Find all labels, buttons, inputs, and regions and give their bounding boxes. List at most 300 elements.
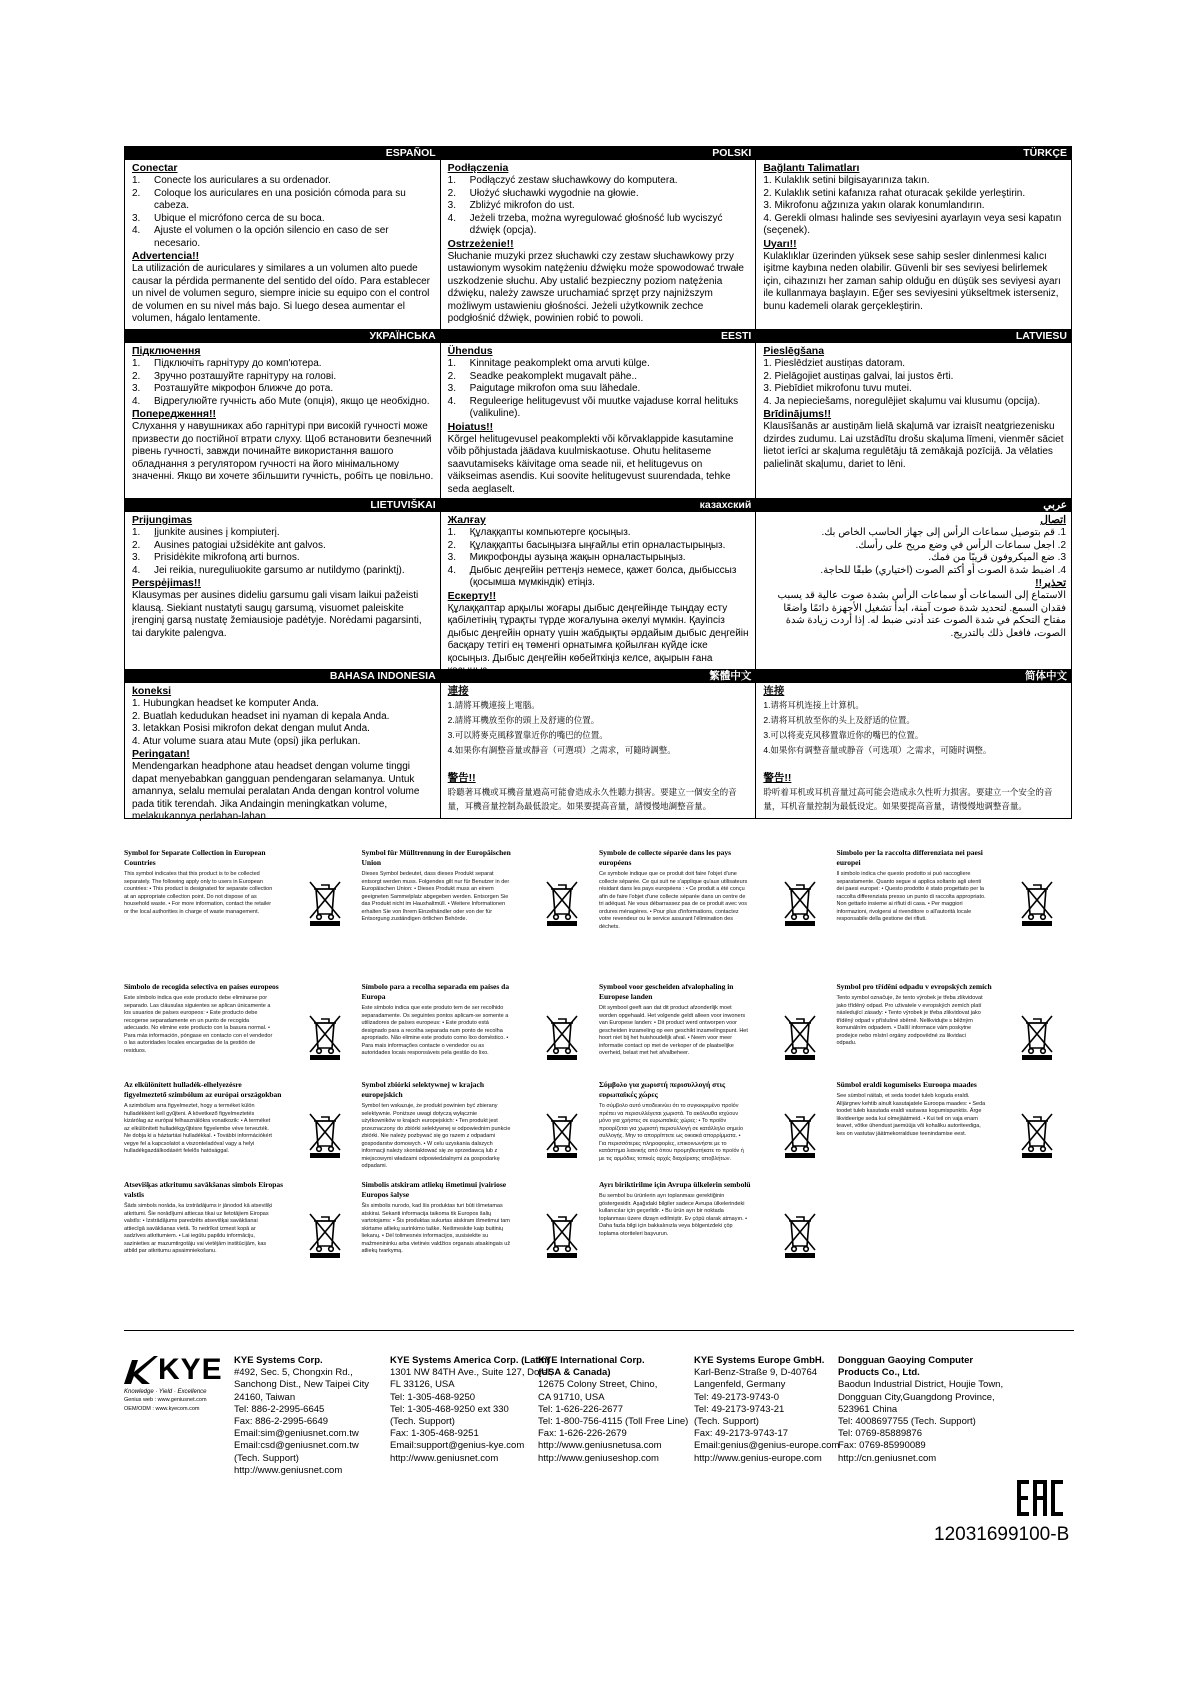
company-line: http://www.geniuseshop.com [538,1452,659,1464]
step-number: 3. [132,552,141,563]
connect-steps [763,358,1066,408]
section-zh_tw [440,670,756,818]
language-label: УКРАЇНСЬКА [125,330,440,343]
weee-block [599,1080,837,1180]
connect-steps [132,175,435,250]
weee-text: Symbol ten wskazuje, że produkt powinien być zbierany selektywnie. Poniższe uwagi dotyczą wyłącznie użytkowników w krajach europejskich: • Ten produkt jest przeznaczony do zbiórki selektywnej w odpowiednim punkcie zbiórki. Nie należy pozbywać się go razem z odpadami gospodarstw domowych. • W celu uzyskania dalszych informacji należy skontaktować się ze sprzedawcą lub z miejscowymi władzami odpowiedzialnymi za gospodarkę odpadami. [361,1103,511,1169]
step-text: 2. اجعل سماعات الرأس في وضع مريح على رأسك. [855,539,1067,551]
step-text: 1.请将耳机连接上计算机。 [763,700,864,710]
company-line: Fax: 886-2-2995-6649 [234,1416,329,1428]
step-item [763,175,1066,188]
weee-block [599,848,837,982]
crossed-bin-icon [783,1014,817,1060]
step-item [448,200,751,213]
crossed-bin-icon [545,1212,579,1258]
section-lv [755,330,1071,498]
step-number: 3. [132,212,141,224]
logo-tagline: Knowledge · Yield · Excellence [124,1389,207,1395]
connect-heading: 连接 [763,685,785,697]
step-item [448,743,751,758]
company-block [390,1355,552,1465]
step-text: Paigutage mikrofon oma suu lähedale. [469,383,641,394]
footer [124,1353,1074,1476]
step-item [132,736,435,749]
step-item [763,213,1066,238]
weee-title: Simbolis atskiram atliekų išmetimui įvairiose Europos šalyse [361,1180,507,1199]
language-label: TÜRKÇE [756,147,1071,160]
weee-block [362,848,600,982]
step-number: 2. [447,370,457,382]
step-text: 3.可以將麥克風移置靠近你的嘴巴的位置。 [447,730,608,740]
language-label: 繁體中文 [441,670,756,683]
step-item [763,713,1066,728]
language-label: عربي [756,499,1071,512]
connect-heading: Ühendus [447,345,493,357]
weee-title: Symbool voor gescheiden afvalophaling in Europese landen [599,982,734,1001]
weee-block [362,1080,600,1180]
weee-text: Dieses Symbol bedeutet, dass dieses Produkt separat entsorgt werden muss. Folgendes gilt nur für Benutzer in der Europäischen Union: • Dieses Produkt muss an einem geeigneten Sammelplatz abgegeben werden. Entsorgen Sie das Produkt nicht im Haushaltmüll. • Weitere Informationen erhalten Sie von Ihrem Einzelhändler oder von der für Entsorgung zuständigen örtlichen Behörde. [361,871,510,922]
company-block [538,1355,688,1465]
step-text: Підключіть гарнітуру до комп'ютера. [154,358,322,369]
warning-heading: Advertencia!! [132,250,200,262]
crossed-bin-icon [783,880,817,926]
step-item [132,552,435,565]
weee-title: Symbol für Mülltrennung in der Europäischen Union [361,848,511,867]
step-number: 3. [447,552,457,563]
company-line: Tel: 0769-85889876 [838,1428,922,1440]
step-number: 1. [132,358,141,369]
company-line: (Tech. Support) [694,1416,759,1428]
section-et [440,330,756,498]
weee-block [124,848,362,982]
section-zh_cn [755,670,1071,818]
step-number: 1. [447,527,457,538]
language-label: BAHASA INDONESIA [125,670,440,683]
step-text: Құлаққапты басыңызға ыңғайлы етіп орналастырыңыз. [469,539,726,551]
warning-heading: Ostrzeżenie!! [447,237,514,250]
step-item [448,713,751,728]
company-line: (Tech. Support) [234,1452,299,1464]
company-line: http://www.geniusnetusa.com [538,1440,662,1452]
step-item [763,743,1066,758]
company-line: Tel: 49-2173-9743-21 [694,1403,785,1415]
step-text: 1. Kulaklık setini bilgisayarınıza takın. [763,175,930,186]
warning-text: Klausīšanās ar austiņām lielā skaļumā var izraisīt neatgriezenisku dzirdes zudumu. Lai uzstādītu drošu skaļuma līmeni, vienmēr sāciet lietot ierīci ar skaļuma regulētāju tā zemākajā pozīcijā. Ja vēlaties palielināt skaļumu, dariet to lēni. [763,421,1064,470]
company-line: Fax: 1-305-468-9251 [390,1428,479,1440]
step-text: 4.如果你有調整音量或靜音（可選項）之需求，可隨時調整。 [447,745,676,755]
weee-title: Symbol zbiórki selektywnej w krajach europejskich [361,1080,484,1099]
weee-title: Symbol for Separate Collection in European Countries [124,848,266,867]
step-text: Jei reikia, nureguliuokite garsumo ar nutildymo (parinktį). [154,564,405,576]
step-number: 1. [132,175,141,186]
weee-text: Este símbolo indica que este producto debe eliminarse por separado. Las cláusulas siguientes se aplican únicamente a los usuarios de países europeos: • Este producto debe recogerse separadamente en un punto de recogida adecuado. No elimine este producto con la basura normal. • Para más información, póngase en contacto con el vendedor o las autoridades locales encargadas de la gestión de residuos. [124,995,273,1054]
step-text: Jeżeli trzeba, można wyregulować głośność lub wyciszyć dźwięk (opcja). [469,212,723,236]
step-item [132,225,435,250]
weee-block [362,1180,600,1330]
step-number: 3. [132,383,141,394]
step-item [132,188,435,213]
grid-row [125,669,1071,822]
crossed-bin-icon [308,880,342,926]
company-name: KYE International Corp. [538,1355,645,1366]
step-item [132,723,435,736]
step-item [763,396,1066,409]
step-number: 1. [132,527,141,538]
weee-title: Simbolo per la raccolta differenziata nei paesi europei [836,848,983,867]
step-text: Микрофонды аузыңа жақын орналастырыңыз. [469,552,686,563]
weee-title: Símbolo para a recolha separada em países da Europa [361,982,510,1001]
company-line: Baodun Industrial District, Houjie Town, [838,1379,1004,1391]
section-kk [440,499,756,669]
company-block [694,1355,839,1465]
connect-heading: Жалғау [447,514,486,526]
connect-heading: Conectar [132,162,178,174]
weee-text: Este símbolo indica que este produto tem de ser recolhido separadamente. Os seguintes pontos aplicam-se somente a utilizadores de países europeus: • Este produto está designado para a recolha separada num ponto de recolha apropriado. Não elimine este produto como lixo doméstico. • Para mais informações contacte o vendedor ou as autoridades locais responsáveis pela gestão do lixo. [361,1005,509,1056]
crossed-bin-icon [308,1212,342,1258]
crossed-bin-icon [308,1014,342,1060]
step-item [448,358,751,371]
weee-row [124,1180,1074,1330]
step-number: 4. [447,564,457,576]
weee-title: Sümbol eraldi kogumiseks Euroopa maades [836,1080,977,1089]
weee-block [837,982,1075,1080]
warning-text: Słuchanie muzyki przez słuchawki czy zestaw słuchawkowy przy ustawionym wysokim natężeniu dźwięku może spowodować trwałe uszkodzenie słuchu. Aby ustalić bezpieczny poziom natężenia dźwięku, należy zawsze uruchamiać sprzęt przy najniższym możliwym ustawieniu głośności. Jeżeli użytkownik zechce podgłośnić dźwięk, powinien robić to powoli. [447,250,744,324]
weee-title: Símbolo de recogida selectiva en países europeos [124,982,279,991]
company-line: Sanchong Dist., New Taipei City [234,1379,369,1391]
warning-text: Mendengarkan headphone atau headset dengan volume tinggi dapat menyebabkan gangguan pendengaran selamanya. Untuk amannya, selalu memulai peralatan Anda dengan kontrol volume pada titik terendah. Jika Andaingin meningkatkan volume, melakukannya perlahan-lahan. [132,761,420,822]
company-line: (Tech. Support) [390,1416,455,1428]
weee-text: Bu sembol bu ürünlerin ayrı toplanması gerektiğinin göstergesidir. Aşağıdaki bilgiler sadece Avrupa ülkelerindeki kullanıcılar için geçerlidir. • Bu ürün ayrı bir noktada toplanması üzere dizayn edilmiştir. Ev çöpü olarak atmayın. • Daha fazla bilgi için bakkalınızla veya bölgenizdeki çöp toplama otoriteleri başvurun. [599,1193,748,1237]
warning-heading: Hoiatus!! [447,420,494,433]
kye-logo [124,1353,234,1413]
weee-section [124,848,1074,1330]
step-item [132,213,435,226]
weee-text: Tento symbol označuje, že tento výrobek je třeba zlikvidovat jako tříděný odpad. Pro uživatele v evropských zemích platí následující zásady: • Tento výrobek je třeba zlikvidovat jako tříděný odpad v příslušné sběrně. Nelikvidujte s běžným komunálním odpadem. • Další informace vám poskytne prodejce nebo místní orgány zodpovědné za likvidaci odpadu. [836,995,983,1046]
step-item [448,565,751,590]
section-tr [755,147,1071,329]
company-line: 12675 Colony Street, Chino, [538,1379,658,1391]
connect-steps [448,698,751,758]
warning-heading: Brīdinājums!! [763,408,832,420]
company-block [234,1355,369,1477]
step-text: Podłączyć zestaw słuchawkowy do komputera. [469,175,678,186]
connect-heading: Підключення [132,345,201,357]
step-text: 2.請將耳機放至你的頭上及舒適的位置。 [447,715,600,725]
step-text: 4. Atur volume suara atau Mute (opsi) jika perlukan. [132,735,361,747]
language-label: LIETUVIŠKAI [125,499,440,512]
step-text: 3. letakkan Posisi mikrofon dekat dengan mulut Anda. [132,723,370,734]
step-number: 2. [447,539,457,551]
section-uk [125,330,440,498]
company-line: Karl-Benz-Straße 9, D-40764 [694,1367,818,1379]
language-label: 简体中文 [756,670,1071,683]
company-line: Email:genius@genius-europe.com [694,1440,840,1452]
company-line: Tel: 49-2173-9743-0 [694,1391,780,1403]
step-item [132,358,435,371]
warning-heading: Попередження!! [132,408,217,420]
warning-text: الاستماع إلى السماعات أو سماعات الرأس بشدة صوت عالية قد يسبب فقدان السمع. لتحديد شدة صوت آمنة، ابدأ تشغيل الأجهزة دائمًا واضعًا مفتاح التحكم في شدة الصوت عند أدنى ضبط له. إذا أردت زيادة شدة الصوت، فافعل ذلك بالتدريج. [777,590,1067,639]
company-line: Tel: 1-305-468-9250 [390,1391,476,1403]
step-number: 2. [132,370,141,382]
weee-text: This symbol indicates that this product is to be collected separately. The following apply only to users in European countries: • This product is designated for separate collection at an appropriate collection point. Do not dispose of as household waste. • For more information, contact the retailer or the local authorities in charge of waste management. [124,871,273,915]
warning-text: 聆聽著耳機或耳機音量過高可能會造成永久性聽力損害。要建立一個安全的音量，耳機音量控制為最低設定。如果要提高音量，請慢慢地調整音量。 [447,787,737,811]
step-text: Coloque los auriculares en una posición cómoda para su cabeza. [154,187,406,211]
weee-row [124,1080,1074,1180]
step-number: 4. [132,395,141,407]
step-text: Įjunkite ausines į kompiuterį. [154,527,280,538]
step-text: 1.請將耳機連接上電腦。 [447,700,540,710]
step-text: Zbliżyć mikrofon do ust. [469,200,575,211]
weee-text: Dit symbool geeft aan dat dit product afzonderlijk moet worden opgehaald. Het volgende geldt alleen voor inwoners van Europese landen: • Dit product werd ontworpen voor gescheiden inzameling op een geschikt inzamelingspunt. Het hoort niet bij het huishoudelijk afval. • Neem voor meer informatie contact op met de verkoper of de plaatselijke overheid, belast met het afvalbeheer. [599,1005,748,1056]
step-text: 3. Piebīdiet mikrofonu tuvu mutei. [763,383,912,394]
step-text: 2.请将耳机放至你的头上及舒适的位置。 [763,715,915,725]
eac-mark-icon [1017,1480,1063,1516]
company-line: 523961 China [838,1403,898,1415]
connect-steps [763,527,1066,577]
section-pl [440,147,756,329]
weee-text: Šāds simbols norāda, ka izstrādājums ir jānodod kā atsevišķi atkritumi. Šie norādījumi attiecas tikai uz lietotājiem Eiropas valstīs: • Izstrādājums paredzēts atsevišķai savākšanai attiecīgā savākšanas vietā. To nedrīkst izmest kopā ar sadzīves atkritumiem. • Lai iegūtu papildu informāciju, sazinieties ar mazumtirgotāju vai vietējām institūcijām, kas atbild par atkritumu apsaimniekošanu. [124,1203,273,1254]
warning-text: La utilización de auriculares y similares a un volumen alto puede causar la pérdida permanente del sentido del oído. Para establecer un nivel de volumen seguro, siempre inicie su equipo con el control de volumen en su nivel más bajo. Si luego desea aumentar el volumen, hágalo lentamente. [132,263,430,324]
company-line: Email:csd@geniusnet.com.tw [234,1440,359,1452]
step-text: 2. Kulaklık setini kafanıza rahat oturacak şekilde yerleştirin. [763,187,1026,199]
company-line: Tel: 1-800-756-4115 (Toll Free Line) [538,1416,689,1428]
company-line: #492, Sec. 5, Chongxin Rd., [234,1367,353,1379]
step-item [763,552,1066,565]
company-name: KYE Systems Europe GmbH. [694,1355,825,1366]
step-text: Prisidėkite mikrofoną arti burnos. [154,552,300,563]
step-text: Дыбыс деңгейін реттеңіз немесе, қажет болса, дыбыссыз (қосымша мүмкіндік) етіңіз. [469,564,737,588]
step-text: Kinnitage peakomplekt oma arvuti külge. [469,358,650,369]
step-item [132,711,435,724]
language-label: EESTI [441,330,756,343]
step-text: 2. Buatlah kedudukan headset ini nyaman di kepala Anda. [132,710,390,722]
crossed-bin-icon [1020,1014,1054,1060]
instruction-grid [124,146,1072,822]
step-item [448,698,751,713]
connect-heading: Podłączenia [447,162,509,174]
step-item [132,383,435,396]
company-line: Dongguan City,Guangdong Province, [838,1391,995,1403]
company-line: http://www.geniusnet.com [390,1452,499,1464]
step-item [448,213,751,238]
weee-block [837,1080,1075,1180]
weee-text: A szimbólum arra figyelmeztet, hogy a terméket külön hulladékként kell gyűjteni. A következő figyelmeztetés kizárólag az európai felhasználókra vonatkozik: • A terméket az elkülönített hulladékgyűjtésre figyelembe véve tervezték. Ne dobja ki a háztartási hulladékkal. • További információkért vegye fel a kapcsolatot a viszonteladóval vagy a helyi hulladékgazdálkodásért felelős hatósággal. [124,1103,272,1154]
warning-heading: Peringatan! [132,748,190,760]
step-text: Зручно розташуйте гарнітуру на голові. [154,370,337,382]
connect-heading: اتصال [1040,514,1067,526]
step-item [763,188,1066,201]
weee-block [599,1180,837,1330]
company-name-2: Products Co., Ltd. [838,1367,920,1379]
weee-row [124,982,1074,1080]
step-item [763,371,1066,384]
divider [124,1330,1074,1331]
connect-steps [132,527,435,577]
step-item [448,527,751,540]
step-item [448,540,751,553]
language-label: POLSKI [441,147,756,160]
weee-text: Šis simbolis nurodo, kad šis produktas turi būti išmetamas atskirai. Sekanti informacija taikoma tik Europos šalių vartotojams: • Šis produktas sukurtas atskiram išmetimui tam skirtame atliekų surinkimo taške. Neišmeskite kaip buitinių liekanų. • Dėl tolimesnės informacijos, susisiekite su mažmenininku arba vietinės valdžios organais atsakingais už atliekų tvarkymą. [361,1203,511,1254]
warning-heading: Uyarı!! [763,237,797,250]
connect-steps [132,358,435,408]
warning-text: Kulaklıklar üzerinden yüksek sese sahip sesler dinlenmesi kalıcı işitme kaybına neden olabilir. Güvenli bir ses seviyesi belirlemek için, cihazınızı her zaman sahip olduğu en düşük ses seviyesi ayarı ile kullanmaya başlayın. Eğer ses seviyesini yükseltmek isterseniz, bunu kademeli olarak gerçekleştirin. [763,250,1061,312]
kye-logo-icon [124,1356,158,1384]
warning-text: Kõrgel helitugevusel peakomplekti või kõrvaklappide kasutamine võib põhjustada jäädava kuulmiskaotuse. Ohutu helitaseme saavutamiseks käivitage oma seade nii, et helitugevus on väikseimas asendis. Kui soovite helitugevust suurendada, tehke seda aeglaselt. [447,433,734,495]
company-line: Tel: 4008697755 (Tech. Support) [838,1416,976,1428]
crossed-bin-icon [1020,1112,1054,1158]
logo-text: KYE [158,1353,223,1386]
step-number: 4. [447,212,457,224]
weee-title: Az elkülönített hulladék-elhelyezésre figyelmeztető szimbólum az európai országokban [124,1080,282,1099]
warning-text: Құлаққаптар арқылы жоғары дыбыс деңгейінде тыңдау есту қабілетінің тұрақты түрде жоғалуына әкелуі мүмкін. Қауіпсіз дыбыс деңгейін орнату үшін жабдықты әрдайым дыбыс деңгейін басқару тетігі ең төменгі орнатымға қойылған күйде іске қосыңыз. Дыбыс деңгейін көбейткіңіз келсе, ақырын ғана [447,602,749,664]
weee-block [837,848,1075,982]
weee-block [599,982,837,1080]
company-line: CA 91710, USA [538,1391,605,1403]
step-item [763,698,1066,713]
step-item [132,175,435,188]
connect-heading: 連接 [447,685,469,697]
step-item [763,728,1066,743]
step-number: 4. [132,564,141,576]
step-text: 3. Mikrofonu ağzınıza yakın olarak konumlandırın. [763,200,985,211]
step-text: 4.如果你有调整音量或静音（可选项）之需求，可随时调整。 [763,745,992,755]
step-item [132,540,435,553]
step-number: 2. [132,187,141,199]
step-item [132,698,435,711]
weee-block [124,1180,362,1330]
step-text: Ubique el micrófono cerca de su boca. [154,212,325,224]
company-line: Langenfeld, Germany [694,1379,786,1391]
step-number: 1. [447,175,457,186]
weee-title: Symbole de collecte séparée dans les pays européens [599,848,732,867]
company-line: Tel: 886-2-2995-6645 [234,1403,325,1415]
company-line: Tel: 1-305-468-9250 ext 330 [390,1403,509,1415]
connect-heading: Prijungimas [132,514,193,526]
step-text: Reguleerige helitugevust või muutke vajaduse korral helituks (valikuline). [469,395,739,419]
step-number: 3. [447,200,457,211]
connect-steps [763,698,1066,758]
step-item [763,527,1066,540]
company-line: FL 33126, USA [390,1379,455,1391]
weee-text: Το σύμβολο αυτό υποδεικνύει ότι το συγκεκριμένο προϊόν πρέπει να περισυλλέγεται χωριστά. Τα ακόλουθα ισχύουν μόνο για χρήστες σε ευρωπαϊκές χώρες: • Το προϊόν προορίζεται για χωριστή περισυλλογή σε κατάλληλο σημείο συλλογής. Μην το απορρίπτετε ως οικιακά απορρίμματα. • Για περισσότερες πληροφορίες, επικοινωνήστε με το κατάστημα λιανικής από όπου προμηθευτήκατε το προϊόν ή με τις αρμόδιες τοπικές αρχές διαχείρισης αποβλήτων. [599,1103,744,1162]
step-text: 3.可以将麦克风移置靠近你的嘴巴的位置。 [763,730,924,740]
logo-web-1: Genius web : www.geniusnet.com [124,1397,207,1403]
company-line: http://www.genius-europe.com [694,1452,822,1464]
step-item [763,540,1066,553]
step-text: 4. Gerekli olması halinde ses seviyesini ayarlayın veya sesi kapatın (seçenek). [763,212,1062,236]
step-item [132,396,435,409]
step-item [132,527,435,540]
step-number: 2. [132,539,141,551]
company-block [838,1355,1003,1465]
step-text: Құлаққапты компьютерге қосыңыз. [469,527,631,538]
company-name: KYE Systems America Corp. (Latin) [390,1355,551,1366]
company-line: 24160, Taiwan [234,1391,296,1403]
step-text: Розташуйте мікрофон ближче до рота. [154,383,334,394]
connect-steps [763,175,1066,238]
step-item [448,383,751,396]
weee-text: Ce symbole indique que ce produit doit faire l'objet d'une collecte séparée. Ce qui suit ne s'applique qu'aux utilisateurs résidant dans les pays européens : • Ce produit a été conçu afin de faire l'objet d'une collecte séparée dans un centre de tri adéquat. Ne vous débarrassez pas de ce produit avec vos ordures ménagères. • Pour plus d'informations, contactez votre revendeur ou le service assurant l'élimination des déchets. [599,871,748,930]
grid-row [125,329,1071,498]
section-lt [125,499,440,669]
step-text: Conecte los auriculares a su ordenador. [154,175,331,186]
weee-block [124,982,362,1080]
logo-web-2: OEM/ODM : www.kyecom.com [124,1406,200,1412]
weee-title: Symbol pro třídění odpadu v evropských zemích [836,982,992,991]
company-name-2: (USA & Canada) [538,1367,611,1379]
step-text: Відрегулюйте гучність або Mute (опція), якщо це необхідно. [154,395,430,407]
warning-heading: Perspėjimas!! [132,577,201,589]
connect-steps [132,698,435,748]
step-text: 4. اضبط شدة الصوت أو أكتم الصوت (اختياري) طبقًا للحاجة. [820,564,1067,576]
step-text: Ułożyć słuchawki wygodnie na głowie. [469,187,639,199]
company-name: Dongguan Gaoying Computer [838,1355,974,1366]
language-label: казахский [441,499,756,512]
connect-steps [448,527,751,590]
step-item [448,175,751,188]
company-line: http://cn.geniusnet.com [838,1452,937,1464]
weee-row [124,848,1074,982]
weee-block [124,1080,362,1180]
section-es [125,147,440,329]
step-item [132,565,435,578]
crossed-bin-icon [1020,880,1054,926]
warning-text: 聆听着耳机或耳机音量过高可能会造成永久性听力损害。要建立一个安全的音量，耳机音量控制为最低设定。如果要提高音量，请慢慢地调整音量。 [763,787,1053,811]
step-text: 1. Pieslēdziet austiņas datoram. [763,358,906,369]
connect-heading: Pieslēgšana [763,345,825,357]
document-number: 12031699100-B [934,1524,1070,1545]
company-line: Tel: 1-626-226-2677 [538,1403,624,1415]
warning-text: Klausymas per ausines dideliu garsumu gali visam laikui pažeisti klausą. Siekiant nustatyti saugų garsumą, visuomet paleiskite įrenginį garsą nustatę žemiausioje padėtyje. Norėdami pagarsinti, tai darykite palengva. [132,590,422,639]
crossed-bin-icon [783,1212,817,1258]
warning-heading: 警告!! [447,772,476,784]
crossed-bin-icon [545,1014,579,1060]
step-item [763,383,1066,396]
step-text: 4. Ja nepieciešams, noregulējiet skaļumu vai klusumu (opcija). [763,395,1041,407]
step-number: 4. [447,395,457,407]
step-text: Seadke peakomplekt mugavalt pähe.. [469,370,638,382]
weee-text: Il simbolo indica che questo prodotto si può raccogliere separatamente. Quanto segue si applica soltanto agli utenti dei paesi europei: • Questo prodotto è stato progettato per la raccolta differenziata presso un punto di raccolta appropriato. Non gettarlo insieme ai rifiuti di casa. • Per maggiori informazioni, rivolgersi al rivenditore o all'autorità locale responsabile della gestione dei rifiuti. [836,871,986,922]
step-text: 1. Hubungkan headset ke komputer Anda. [132,698,319,709]
warning-text: Слухання у навушниках або гарнітурі при високій гучності може призвести до постійної втрати слуху. Щоб встановити безпечний рівень гучності, завжди починайте використання вашого обладнання з регулятором гучності на його мінімальному значенні. Якщо ви хочете збільшити гучність, робіть це повільно. [132,421,434,482]
connect-heading: Bağlantı Talimatları [763,162,860,174]
company-line: Email:sim@geniusnet.com.tw [234,1428,359,1440]
weee-title: Atsevišķas atkritumu savākšanas simbols Eiropas valstīs [124,1180,284,1199]
language-label: LATVIESU [756,330,1071,343]
step-number: 2. [447,187,457,199]
step-text: 1. قم بتوصيل سماعات الرأس إلى جهاز الحاسب الخاص بك. [821,527,1067,538]
step-text: 3. ضع الميكروفون قريبًا من فمك. [928,552,1067,563]
step-item [448,728,751,743]
step-item [763,565,1066,578]
company-line: http://www.geniusnet.com [234,1464,343,1476]
connect-heading: koneksi [132,685,172,697]
step-item [448,396,751,421]
step-text: 2. Pielāgojiet austiņas galvai, lai justos ērti. [763,370,954,382]
crossed-bin-icon [545,880,579,926]
crossed-bin-icon [783,1112,817,1158]
section-id [125,670,440,822]
section-ar [755,499,1071,669]
company-name: KYE Systems Corp. [234,1355,323,1366]
connect-steps [448,175,751,238]
language-label: ESPAÑOL [125,147,440,160]
warning-heading: 警告!! [763,772,792,784]
step-text: Ausines patogiai užsidėkite ant galvos. [154,539,326,551]
weee-title: Σύμβολο για χωριστή περισυλλογή στις ευρωπαϊκές χώρες [599,1080,726,1099]
step-item [448,188,751,201]
weee-title: Ayrı biriktirilme için Avrupa ülkelerin sembolü [599,1180,751,1189]
